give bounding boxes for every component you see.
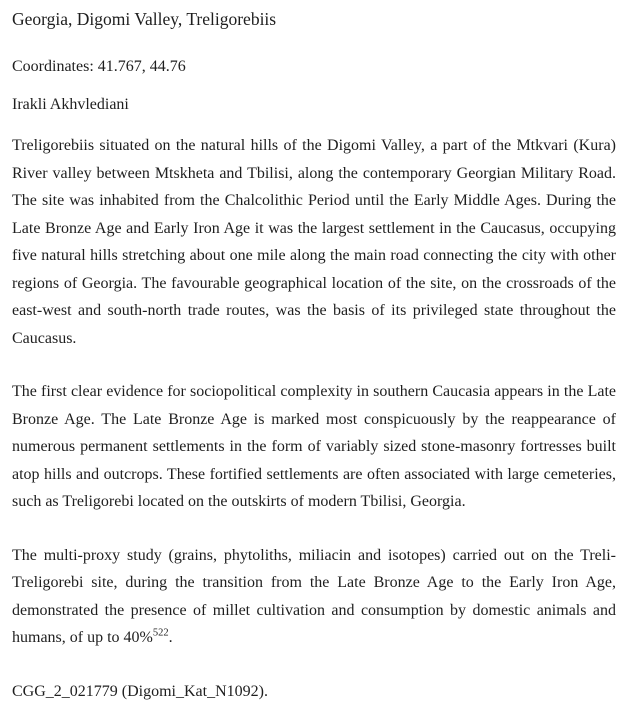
reference-id: CGG_2_021779 (Digomi_Kat_N1092). [12, 682, 268, 700]
author-line: Irakli Akhvlediani [12, 95, 129, 113]
document-title: Georgia, Digomi Valley, Treligorebiis [12, 9, 277, 29]
paragraph-multi-proxy-text: The multi-proxy study (grains, phytoliths, miliacin and isotopes) carried out on the Treli-Treligorebi site, during the transition from the Late Bronze Age to the Early Iron Age, demonstrated the presence of millet cultivation and consumption by domestic animals and humans, of up to 40% [12, 546, 616, 646]
paragraph-site-description: Treligorebiis situated on the natural hills of the Digomi Valley, a part of the Mtkvari (Kura) River valley between Mtskheta and Tbilisi, along the contemporary Georgian Military Road. The site was inhabited from the Chalcolithic Period until the Early Middle Ages. During the Late Bronze Age and Early Iron Age it was the largest settlement in the Caucasus, occupying five natural hills stretching about one mile along the main road connecting the city with other regions of Georgia. The favourable geographical location of the site, on the crossroads of the east-west and south-north trade routes, was the basis of its privileged state throughout the Caucasus. [12, 137, 616, 347]
coordinates-line: Coordinates: 41.767, 44.76 [12, 58, 186, 75]
paragraph-multi-proxy-period: . [168, 629, 173, 646]
footnote-marker: 522 [152, 627, 169, 639]
paragraph-multi-proxy-study [12, 542, 616, 652]
paragraph-late-bronze-age: The first clear evidence for sociopolitical complexity in southern Caucasia appears in the Late Bronze Age. The Late Bronze Age is marked most conspicuously by the reappearance of numerous permanent settlements in the form of variably sized stone-masonry fortresses built atop hills and outcrops. These fortified settlements are often associated with large cemeteries, such as Treligorebi located on the outskirts of modern Tbilisi, Georgia. [12, 383, 616, 510]
